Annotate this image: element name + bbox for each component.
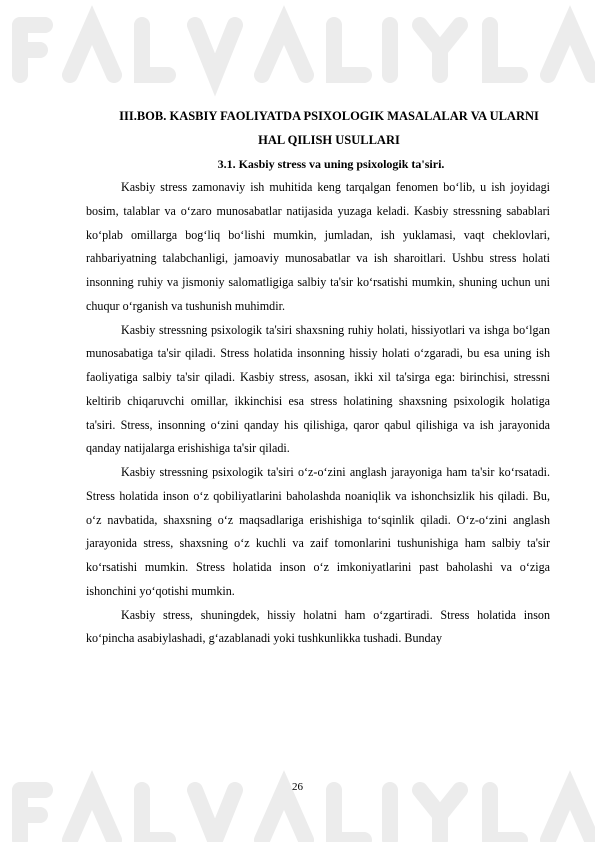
section-heading: 3.1. Kasbiy stress va uning psixologik ta'siri. — [217, 157, 445, 171]
paragraph-3: Kasbiy stressning psixologik ta'siri o‘z-o‘zini anglash jarayoniga ham ta'sir ko‘rsatadi. Stress holatida inson o‘z qobiliyatlarini baholashda noaniqlik va ishonchsizlik his qiladi. Bu, o‘z navbatida, shaxsning o‘z maqsadlariga erishishiga to‘sqinlik qiladi. O‘z-o‘zini anglash jarayonida stress, shaxsning o‘z kuchli va zaif tomonlarini tushunishiga ham salbiy ta'sir ko‘rsatishi mumkin. Stress holatida inson o‘z imkoniyatlarini past baholashi va o‘ziga ishonchini yo‘qotishi mumkin. — [86, 465, 550, 598]
paragraph-1: Kasbiy stress zamonaviy ish muhitida keng tarqalgan fenomen bo‘lib, u ish joyidagi bosim, talablar va o‘zaro munosabatlar natijasida yuzaga keladi. Kasbiy stressning sabablari ko‘plab omillarga bog‘liq bo‘lishi mumkin, jumladan, ish yuklamasi, vaqt cheklovlari, rahbariyatning talabchanligi, jamoaviy munosabatlar va ish sharoitlari. Ushbu stress holati insonning ruhiy va jismoniy salomatligiga salbiy ta'sir ko‘rsatishi mumkin, shuning uchun uni chuqur o‘rganish va tushunish muhimdir. — [86, 180, 550, 313]
document-page — [86, 104, 550, 651]
chapter-heading: III.BOB. KASBIY FAOLIYATDA PSIXOLOGIK MASALALAR VA ULARNI HAL QILISH USULLARI — [119, 109, 539, 147]
paragraph-4: Kasbiy stress, shuningdek, hissiy holatni ham o‘zgartiradi. Stress holatida inson ko‘pincha asabiylashadi, g‘azablanadi yoki tushkunlikka tushadi. Bunday — [86, 607, 550, 646]
page-number: 26 — [292, 781, 303, 793]
paragraph-2: Kasbiy stressning psixologik ta'siri shaxsning ruhiy holati, hissiyotlari va ishga bo‘lgan munosabatiga ta'sir qiladi. Stress holatida insonning hissiy holati o‘zgaradi, bu esa uning ish faoliyatiga salbiy ta'sir qiladi. Kasbiy stress, asosan, ikki xil ta'sirga ega: birinchisi, stressni keltirib chiqaruvchi omillar, ikkinchisi esa stress holatining shaxsning psixologik holatiga ta'siri. Stress, insonning o‘zini qanday his qilishiga, qaror qabul qilishiga va ish jarayonida qanday natijalarga erishishiga ta'sir qiladi. — [86, 322, 550, 456]
